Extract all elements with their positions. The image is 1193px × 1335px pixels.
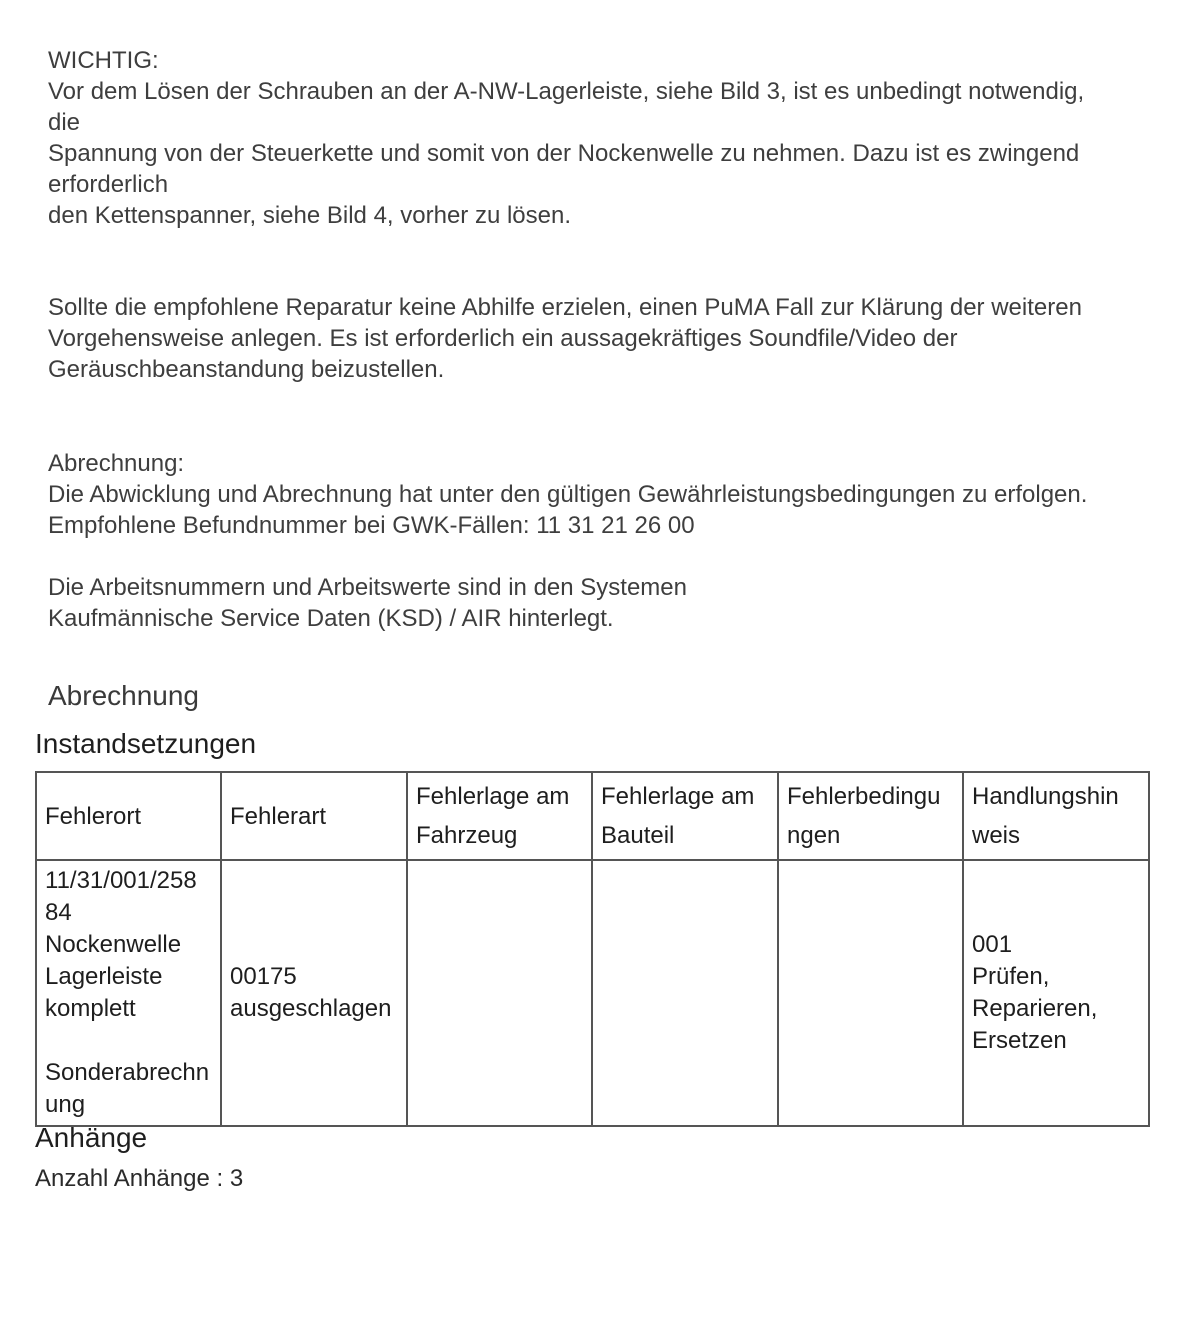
important-notice xyxy=(48,45,1158,231)
notice-line: erforderlich xyxy=(48,171,169,198)
cell-fehlerlage-fahrzeug xyxy=(407,860,592,1126)
header-fehlerart: Fehlerart xyxy=(221,772,407,860)
billing-line: Abrechnung: xyxy=(48,450,185,477)
puma-line: Geräuschbeanstandung beizustellen. xyxy=(48,356,445,383)
billing-line: Empfohlene Befundnummer bei GWK-Fällen: 11 31 21 26 00 xyxy=(48,512,695,539)
section-heading-abrechnung: Abrechnung xyxy=(48,680,200,711)
cell-handlungshinweis: 001 Prüfen, Reparieren, Ersetzen xyxy=(963,860,1149,1126)
attachments-count: Anzahl Anhänge : 3 xyxy=(35,1165,244,1192)
notice-line: WICHTIG: xyxy=(48,47,159,74)
work-numbers-paragraph xyxy=(48,572,1158,634)
cell-fehlerbedingungen xyxy=(778,860,963,1126)
puma-line: Sollte die empfohlene Reparatur keine Abhilfe erzielen, einen PuMA Fall zur Klärung der weiteren xyxy=(48,294,1082,321)
header-fehlerbedingungen: Fehlerbedingu ngen xyxy=(778,772,963,860)
header-fehlerort: Fehlerort xyxy=(36,772,221,860)
cell-fehlerort: 11/31/001/258 84 Nockenwelle Lagerleiste komplett Sonderabrechn ung xyxy=(36,860,221,1126)
table-header-row xyxy=(36,772,1149,860)
cell-fehlerlage-bauteil xyxy=(592,860,778,1126)
notice-line: den Kettenspanner, siehe Bild 4, vorher zu lösen. xyxy=(48,202,572,229)
notice-line: Vor dem Lösen der Schrauben an der A-NW-Lagerleiste, siehe Bild 3, ist es unbedingt notwendig, xyxy=(48,78,1085,105)
puma-paragraph xyxy=(48,292,1158,385)
notice-line: die xyxy=(48,109,81,136)
header-fehlerlage-fahrzeug: Fehlerlage am Fahrzeug xyxy=(407,772,592,860)
header-fehlerlage-bauteil: Fehlerlage am Bauteil xyxy=(592,772,778,860)
work-numbers-line: Kaufmännische Service Daten (KSD) / AIR hinterlegt. xyxy=(48,605,614,632)
table-row xyxy=(36,860,1149,1126)
work-numbers-line: Die Arbeitsnummern und Arbeitswerte sind in den Systemen xyxy=(48,574,687,601)
header-handlungshinweis: Handlungshin weis xyxy=(963,772,1149,860)
repairs-table xyxy=(35,771,1150,1127)
cell-fehlerart: 00175 ausgeschlagen xyxy=(221,860,407,1126)
billing-paragraph xyxy=(48,448,1158,541)
puma-line: Vorgehensweise anlegen. Es ist erforderlich ein aussagekräftiges Soundfile/Video der xyxy=(48,325,958,352)
section-heading-instandsetzungen: Instandsetzungen xyxy=(35,728,257,759)
billing-line: Die Abwicklung und Abrechnung hat unter den gültigen Gewährleistungsbedingungen zu erfolgen. xyxy=(48,481,1088,508)
section-heading-anhaenge: Anhänge xyxy=(35,1122,148,1153)
notice-line: Spannung von der Steuerkette und somit von der Nockenwelle zu nehmen. Dazu ist es zwingend xyxy=(48,140,1080,167)
